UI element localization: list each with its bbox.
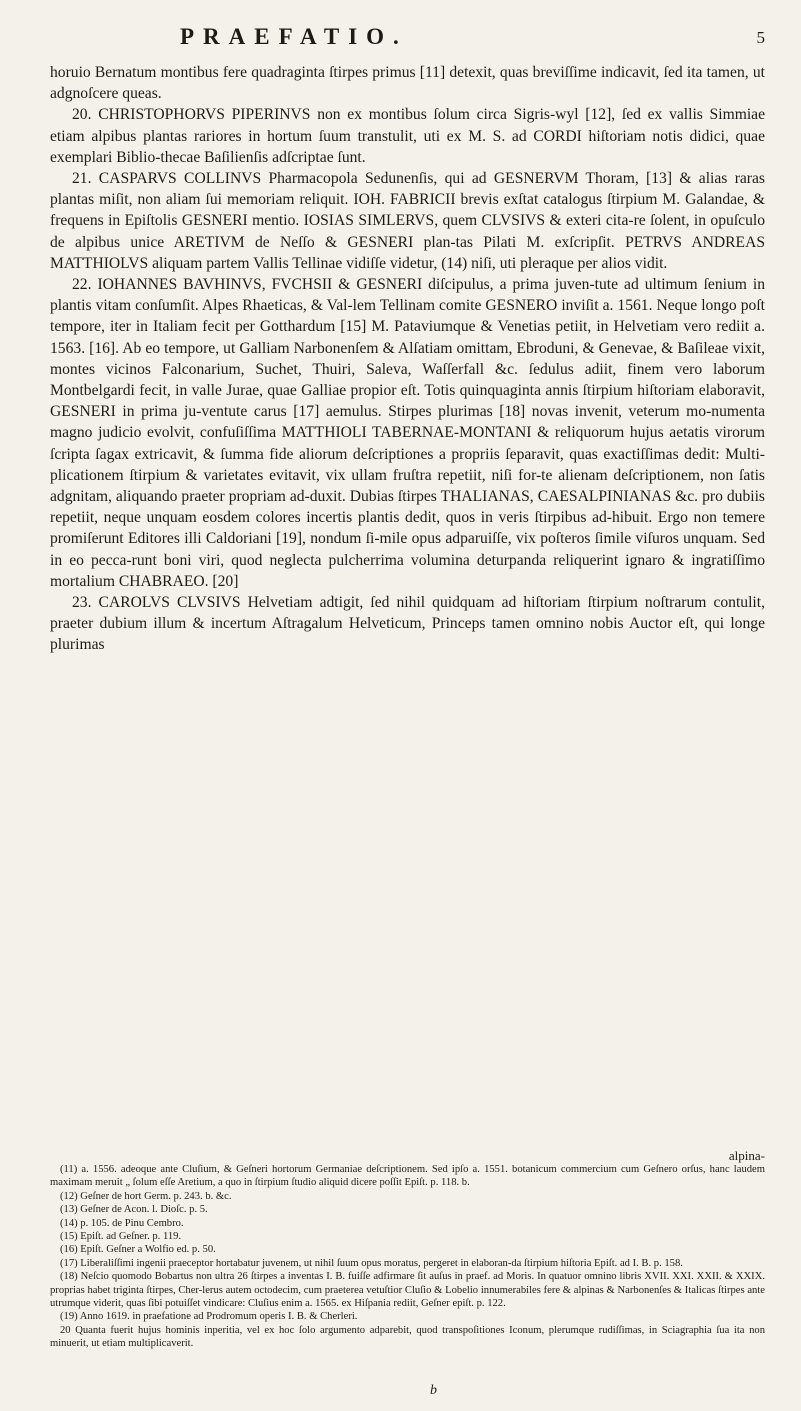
footnote: (18) Neſcio quomodo Bobartus non ultra 26 ſtirpes a inventas I. B. fuiſſe adfirmare ſit auſus in praef. ad Moris. In quatuor omnino libris XVII. XXI. XXII. & XXIX. proprias habet triginta ſtirpes, Cher-lerus autem octodecim, cum praeterea vetuſtior Cluſio & Lobelio innumerabiles fere & alpinas & Narbonenſes & Italicas ſtirpes ante utrumque viderit, quas ſibi potuiſſet vindicare: Cluſius enim a. 1565. ex Hiſpania rediit, Geſner epiſt. p. 122. — [50, 1271, 765, 1310]
signature-mark: b — [430, 1383, 437, 1398]
paragraph: 22. IOHANNES BAVHINVS, FVCHSII & GESNERI diſcipulus, a prima juven-tute ad ultimum ſenium in plantis vitam conſumſit. Alpes Rhaeticas, & Val-lem Tellinam comite GESNERO inviſit a. 1561. Neque longo poſt tempore, iter in Italiam fecit per Gotthardum [15] M. Pataviumque & Venetias petiit, in Helvetiam vero rediit a. 1563. [16]. Ab eo tempore, ut Galliam Narbonenſem & Alſatiam omittam, Ebroduni, & Genevae, & Baſileae vixit, montes vicinos Falconarium, Suchet, Thuiri, Saleva, Waſſerfall &c. ſedulus adiit, finem vero laborum Montbelgardi fecit, in valle Jurae, quae Galliae propior eſt. Totis quinquaginta annis ſtirpium hiſtoriam elaboravit, GESNERI in prima ju-ventute carus [17] aemulus. Stirpes plurimas [18] novas invenit, veterum mo-numenta magno judicio evolvit, confuſiſſima MATTHIOLI TABERNAE-MONTANI & reliquorum hujus aetatis virorum ſcripta ſagax extricavit, & ſumma fide aliorum deſcriptiones a propriis ſeparavit, quas exactiſſimas dedit: Multi-plicationem ſtirpium & varietates evitavit, vix ullam fruſtra repetiit, niſi for-te alienam deſcriptionem, non ſatis adgnitam, aliquando praeter propriam ad-duxit. Dubias ſtirpes THALIANAS, CAESALPINIANAS &c. pro dubiis repetiit, neque unquam eosdem colores incertis plantis dedit, quos in veris ſtirpibus ad-hibuit. Ergo non temere promiſerunt Editores illi Caldoriani [19], nondum ſi-mile opus adparuiſſe, vix poſteros ſimile viſuros unquam. Sed in eo pecca-runt boni viri, quod neglecta pulcherrima volumina deturpanda reliquerint ignaro & ingratiſſimo mortalium CHABRAEO. [20] — [50, 276, 765, 590]
paragraph: 23. CAROLVS CLVSIVS Helvetiam adtigit, ſed nihil quidquam ad hiſtoriam ſtirpium noſtrarum contulit, praeter dubium illum & incertum Aſtragalum Helveticum, Princeps tamen omnino nobis Auctor eſt, qui longe plurimas — [50, 594, 765, 654]
footnote: (16) Epiſt. Geſner a Wolfio ed. p. 50. — [60, 1244, 216, 1256]
catchword: alpina- — [728, 1148, 765, 1163]
footnote: (11) a. 1556. adeoque ante Cluſium, & Geſneri hortorum Germaniae deſcriptionem. Sed ipſo a. 1551. botanicum commercium cum Geſnero orſus, hanc laudem maximam meruit „ ſolum eſſe Aretium, a quo in ſtirpium ſtudio aliquid dicere poſſit Epiſt. p. 118. b. — [50, 1164, 765, 1189]
footnote: (15) Epiſt. ad Geſner. p. 119. — [60, 1231, 182, 1243]
footnote: (17) Liberaliſſimi ingenii praeceptor hortabatur juvenem, ut nihil ſuum opus moratus, pergeret in elaboran-da ſtirpium hiſtoria Epiſt. ad I. B. p. 158. — [60, 1257, 683, 1269]
footnote: (12) Geſner de hort Germ. p. 243. b. &c. — [60, 1190, 232, 1202]
footnote: (19) Anno 1619. in praefatione ad Prodromum operis I. B. & Cherleri. — [60, 1311, 358, 1323]
running-title: PRAEFATIO. — [180, 24, 408, 49]
paragraph: 20. CHRISTOPHORVS PIPERINVS non ex montibus ſolum circa Sigris-wyl [12], ſed ex vallis Simmiae etiam alpibus plantas rariores in hortum ſuum transtulit, uti ex M. S. ad CORDI hiſtoriam notis didici, quae exemplari Biblio-thecae Baſilienſis adſcriptae ſunt. — [50, 106, 765, 166]
footnotes — [50, 1163, 765, 1351]
footnote: 20 Quanta fuerit hujus hominis inperitia, vel ex hoc ſolo argumento adparebit, quod transpoſitiones Iconum, plerumque rudiſſimas, in Sciagraphia ſua ita non minuerit, ut etiam multiplicaverit. — [50, 1324, 765, 1350]
page-number: 5 — [756, 28, 765, 47]
paragraph: horuio Bernatum montibus fere quadraginta ſtirpes primus [11] detexit, quas breviſſime indicavit, ſed ita tamen, ut adgnoſcere queas. — [50, 64, 765, 103]
main-text — [50, 62, 765, 656]
page-header — [50, 24, 765, 52]
document-page — [50, 0, 765, 1411]
paragraph: 21. CASPARVS COLLINVS Pharmacopola Sedunenſis, qui ad GESNERVM Thoram, [13] & alias raras plantas miſit, non aliam ſui memoriam reliquit. IOH. FABRICII brevis exſtat catalogus ſtirpium M. Galandae, & frequens in Epiſtolis GESNERI mentio. IOSIAS SIMLERVS, quem CLVSIVS & exteri cita-re ſolent, in opuſculo de alpibus unice ARETIVM de Neſſo & GESNERI plan-tas Pilati M. exſcripſit. PETRVS ANDREAS MATTHIOLVS aliquam partem Vallis Tellinae vidiſſe videtur, (14) niſi, uti pleraque per alios vidit. — [50, 170, 765, 272]
footnote: (13) Geſner de Acon. l. Dioſc. p. 5. — [60, 1204, 208, 1216]
footnote: (14) p. 105. de Pinu Cembro. — [60, 1217, 184, 1229]
